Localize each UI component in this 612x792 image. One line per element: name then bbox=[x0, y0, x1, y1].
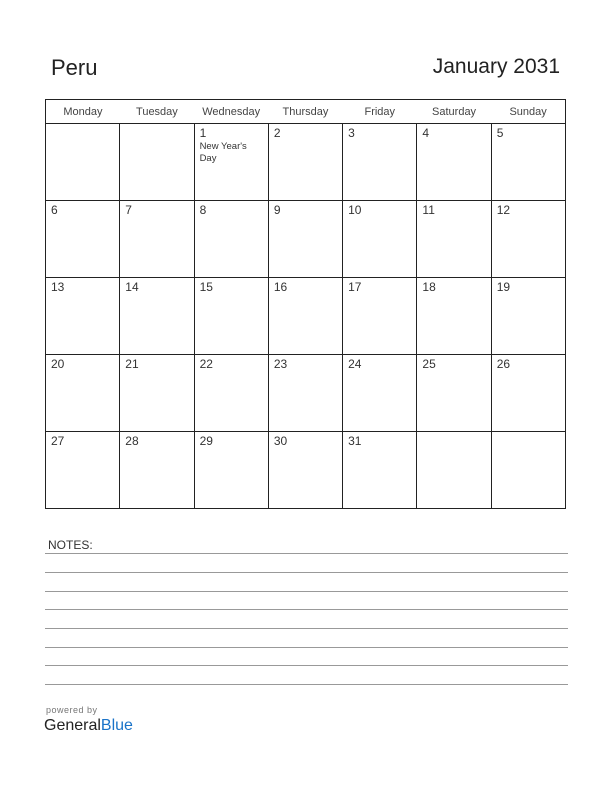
holiday-label: New Year's Day bbox=[199, 141, 247, 164]
note-line bbox=[45, 553, 568, 554]
weekday-header-row bbox=[46, 100, 566, 124]
day-number: 2 bbox=[273, 126, 281, 140]
day-number: 31 bbox=[348, 434, 362, 448]
day-number: 14 bbox=[125, 280, 139, 294]
day-cell bbox=[417, 124, 491, 201]
weekday-header: Thursday bbox=[268, 100, 342, 124]
weekday-header: Friday bbox=[343, 100, 417, 124]
day-cell bbox=[268, 124, 342, 201]
day-number: 29 bbox=[199, 434, 213, 448]
generalblue-logo bbox=[44, 717, 133, 735]
note-line bbox=[45, 628, 568, 629]
calendar-country: Peru bbox=[51, 55, 98, 80]
day-cell bbox=[194, 124, 268, 201]
day-number: 21 bbox=[125, 357, 139, 371]
day-number: 8 bbox=[199, 203, 207, 217]
day-cell bbox=[491, 355, 565, 432]
day-cell bbox=[268, 432, 342, 509]
day-number: 16 bbox=[273, 280, 288, 294]
day-number: 10 bbox=[348, 203, 362, 217]
calendar-month-title: January 2031 bbox=[432, 55, 560, 78]
day-number: 25 bbox=[422, 357, 436, 371]
day-cell bbox=[120, 355, 194, 432]
day-number: 13 bbox=[51, 280, 65, 294]
day-cell bbox=[268, 201, 342, 278]
day-cell bbox=[120, 124, 194, 201]
weekday-header: Monday bbox=[46, 100, 120, 124]
day-number: 1 bbox=[199, 126, 207, 140]
weekday-header: Wednesday bbox=[194, 100, 268, 124]
day-cell bbox=[417, 278, 491, 355]
day-cell bbox=[46, 201, 120, 278]
day-number: 19 bbox=[496, 280, 511, 294]
day-cell bbox=[46, 124, 120, 201]
day-number: 11 bbox=[422, 203, 435, 217]
day-number bbox=[417, 432, 490, 435]
note-line bbox=[45, 572, 568, 573]
day-cell bbox=[491, 278, 565, 355]
day-number: 5 bbox=[496, 126, 504, 140]
day-number: 3 bbox=[348, 126, 355, 140]
day-number: 4 bbox=[422, 126, 430, 140]
day-cell bbox=[194, 201, 268, 278]
weekday-header: Saturday bbox=[417, 100, 491, 124]
day-number: 27 bbox=[51, 434, 65, 448]
day-number: 28 bbox=[125, 434, 139, 448]
day-cell bbox=[268, 355, 342, 432]
day-number: 30 bbox=[273, 434, 288, 448]
day-number: 23 bbox=[273, 357, 288, 371]
day-cell bbox=[120, 278, 194, 355]
day-cell bbox=[194, 355, 268, 432]
week-row bbox=[46, 201, 566, 278]
day-number: 7 bbox=[125, 203, 132, 217]
week-row bbox=[46, 432, 566, 509]
day-cell bbox=[343, 124, 417, 201]
day-cell bbox=[194, 432, 268, 509]
week-row bbox=[46, 355, 566, 432]
day-cell bbox=[491, 432, 565, 509]
note-line bbox=[45, 591, 568, 592]
day-number bbox=[120, 124, 193, 127]
day-cell bbox=[120, 432, 194, 509]
brand-general: General bbox=[44, 717, 101, 734]
day-cell bbox=[194, 278, 268, 355]
day-cell bbox=[491, 124, 565, 201]
note-line bbox=[45, 647, 568, 648]
note-line bbox=[45, 665, 568, 666]
day-cell bbox=[343, 432, 417, 509]
day-cell bbox=[46, 432, 120, 509]
day-cell bbox=[268, 278, 342, 355]
note-line bbox=[45, 684, 568, 685]
week-row bbox=[46, 124, 566, 201]
calendar-grid bbox=[45, 99, 566, 509]
day-number: 12 bbox=[496, 203, 511, 217]
day-number bbox=[492, 432, 565, 435]
day-number bbox=[46, 124, 119, 127]
weekday-header: Tuesday bbox=[120, 100, 194, 124]
powered-by-text: powered by bbox=[46, 705, 98, 715]
note-line bbox=[45, 609, 568, 610]
day-cell bbox=[343, 355, 417, 432]
day-number: 6 bbox=[51, 203, 58, 217]
day-number: 26 bbox=[496, 357, 511, 371]
day-cell bbox=[417, 201, 491, 278]
day-number: 22 bbox=[199, 357, 213, 371]
day-cell bbox=[417, 432, 491, 509]
day-cell bbox=[491, 201, 565, 278]
notes-label: NOTES: bbox=[48, 538, 93, 552]
day-number: 20 bbox=[51, 357, 65, 371]
day-cell bbox=[343, 201, 417, 278]
day-number: 15 bbox=[199, 280, 213, 294]
brand-blue: Blue bbox=[100, 717, 133, 734]
day-number: 17 bbox=[348, 280, 362, 294]
weekday-header: Sunday bbox=[491, 100, 565, 124]
day-number: 18 bbox=[422, 280, 436, 294]
day-number: 24 bbox=[348, 357, 362, 371]
day-cell bbox=[46, 355, 120, 432]
week-row bbox=[46, 278, 566, 355]
day-cell bbox=[417, 355, 491, 432]
day-cell bbox=[46, 278, 120, 355]
day-cell bbox=[120, 201, 194, 278]
day-number: 9 bbox=[273, 203, 281, 217]
day-cell bbox=[343, 278, 417, 355]
